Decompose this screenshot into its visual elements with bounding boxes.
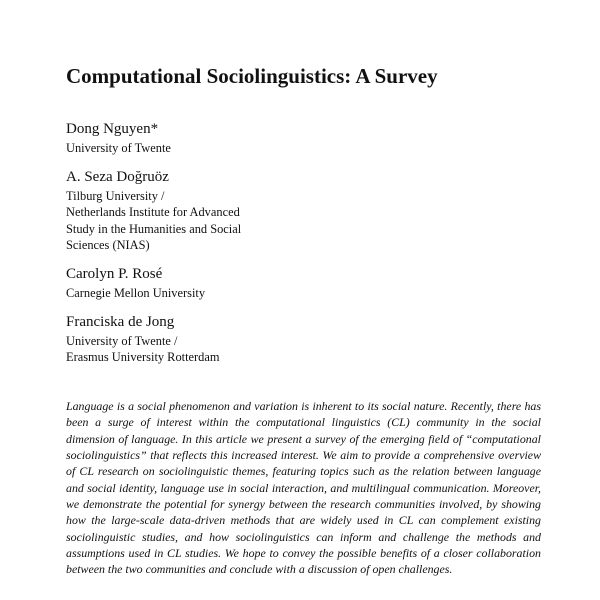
author-name: A. Seza Doğruöz (66, 169, 169, 185)
author-affiliation (66, 333, 366, 366)
paper-page (66, 0, 542, 600)
author-affiliation (66, 285, 366, 301)
affiliation-line: Netherlands Institute for Advanced (66, 205, 240, 220)
affiliation-line: University of Twente / (66, 334, 178, 348)
affiliation-line: University of Twente (66, 141, 171, 155)
author-name: Franciska de Jong (66, 314, 175, 330)
affiliation-line: Sciences (NIAS) (66, 238, 150, 253)
affiliation-line: Erasmus University Rotterdam (66, 350, 220, 365)
author-affiliation (66, 140, 366, 156)
author-block (66, 313, 366, 366)
paper-title: Computational Sociolinguistics: A Survey (66, 64, 438, 88)
affiliation-line: Tilburg University / (66, 189, 165, 203)
author-affiliation (66, 188, 366, 254)
author-name: Carolyn P. Rosé (66, 266, 163, 282)
author-block (66, 265, 366, 301)
affiliation-line: Carnegie Mellon University (66, 286, 206, 300)
abstract-paragraph: Language is a social phenomenon and variation is inherent to its social nature. Recently, there has been a surge of interest within the computational linguistics (CL) community in the social dimension of language. In this article we present a survey of the emerging field of “computational sociolinguistics” that reflects this increased interest. We aim to provide a comprehensive overview of CL research on sociolinguistic themes, featuring topics such as the relation between language and social identity, language use in social interaction, and multilingual communication. Moreover, we demonstrate the potential for synergy between the research communities involved, by showing how the large-scale data-driven methods that are widely used in CL can complement existing sociolinguistic studies, and how sociolinguistics can inform and challenge the methods and assumptions used in CL studies. We hope to convey the possible benefits of a closer collaboration between the two communities and conclude with a discussion of open challenges. (66, 399, 541, 577)
author-block (66, 168, 366, 254)
author-block (66, 120, 366, 156)
author-name: Dong Nguyen* (66, 121, 159, 137)
affiliation-line: Study in the Humanities and Social (66, 221, 242, 236)
